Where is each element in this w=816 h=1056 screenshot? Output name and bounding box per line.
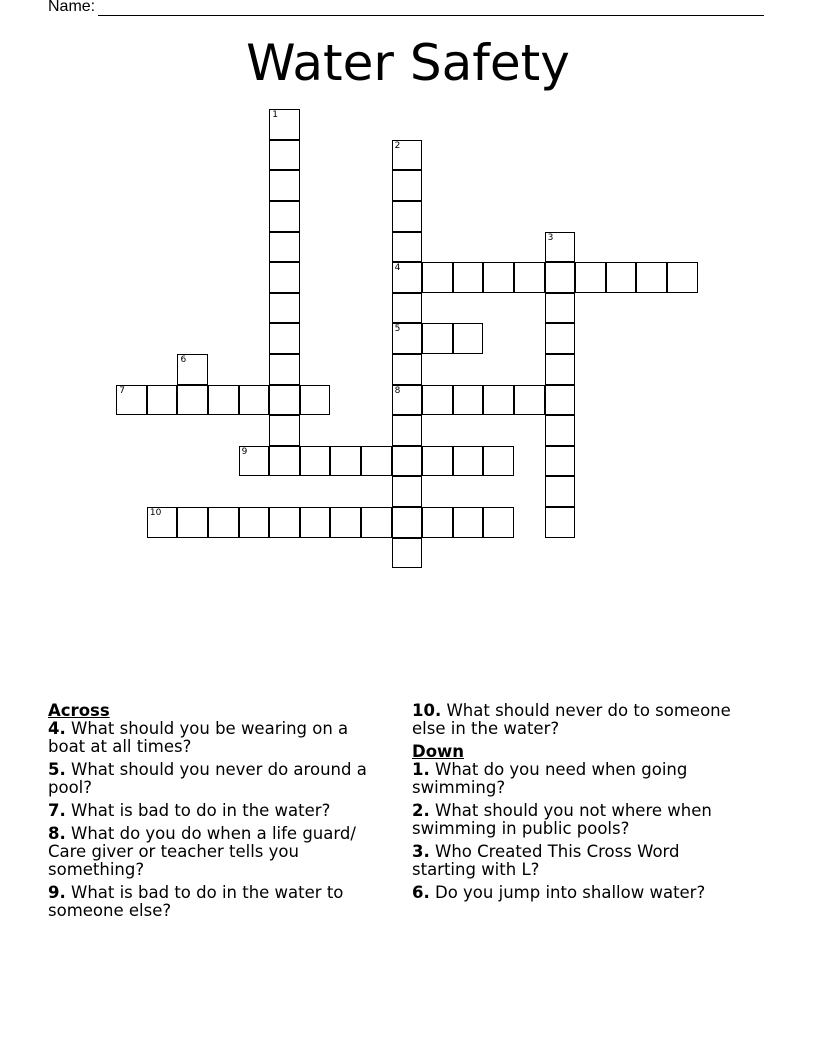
clue-number: 5. — [48, 760, 66, 779]
clue-text: Who Created This Cross Word starting with L? — [412, 842, 680, 879]
grid-cell[interactable] — [177, 354, 208, 385]
grid-cell[interactable] — [269, 415, 300, 446]
grid-cell[interactable] — [453, 446, 484, 477]
grid-cell[interactable] — [483, 385, 514, 416]
clue-item — [412, 761, 742, 797]
grid-cell[interactable] — [545, 415, 576, 446]
grid-cell[interactable] — [330, 446, 361, 477]
grid-cell[interactable] — [483, 507, 514, 538]
grid-cell[interactable] — [239, 385, 270, 416]
clue-number: 1 — [272, 110, 278, 121]
grid-cell[interactable] — [361, 446, 392, 477]
grid-cell[interactable] — [116, 385, 147, 416]
grid-cell[interactable] — [392, 538, 423, 569]
clue-number: 6. — [412, 883, 430, 902]
grid-cell[interactable] — [422, 262, 453, 293]
clue-item — [412, 802, 742, 838]
clue-number: 9. — [48, 883, 66, 902]
grid-cell[interactable] — [392, 323, 423, 354]
grid-cell[interactable] — [269, 201, 300, 232]
grid-cell[interactable] — [269, 446, 300, 477]
clue-number: 2. — [412, 801, 430, 820]
clue-number: 3. — [412, 842, 430, 861]
clues-column-right — [412, 702, 742, 907]
clue-number: 10 — [149, 508, 162, 519]
grid-cell[interactable] — [392, 293, 423, 324]
grid-cell[interactable] — [269, 140, 300, 171]
grid-cell[interactable] — [422, 385, 453, 416]
grid-cell[interactable] — [208, 385, 239, 416]
clues-column-left — [48, 702, 388, 925]
grid-cell[interactable] — [330, 507, 361, 538]
clue-number: 8 — [394, 385, 401, 396]
clue-item — [412, 843, 742, 879]
grid-cell[interactable] — [422, 446, 453, 477]
grid-cell[interactable] — [147, 507, 178, 538]
grid-cell[interactable] — [514, 385, 545, 416]
grid-cell[interactable] — [514, 262, 545, 293]
grid-cell[interactable] — [392, 385, 423, 416]
grid-cell[interactable] — [545, 446, 576, 477]
grid-cell[interactable] — [392, 446, 423, 477]
clue-number: 9 — [241, 446, 248, 457]
grid-cell[interactable] — [269, 262, 300, 293]
page-title: Water Safety — [246, 34, 570, 92]
clue-text: What should you never do around a pool? — [48, 760, 367, 797]
grid-cell[interactable] — [483, 446, 514, 477]
grid-cell[interactable] — [392, 507, 423, 538]
grid-cell[interactable] — [208, 507, 239, 538]
grid-cell[interactable] — [545, 385, 576, 416]
grid-cell[interactable] — [483, 262, 514, 293]
grid-cell[interactable] — [177, 385, 208, 416]
clue-number: 10. — [412, 701, 442, 720]
grid-cell[interactable] — [545, 507, 576, 538]
grid-cell[interactable] — [545, 354, 576, 385]
grid-cell[interactable] — [269, 507, 300, 538]
grid-cell[interactable] — [422, 507, 453, 538]
grid-cell[interactable] — [269, 109, 300, 140]
grid-cell[interactable] — [545, 476, 576, 507]
grid-cell[interactable] — [269, 323, 300, 354]
grid-cell[interactable] — [606, 262, 637, 293]
grid-cell[interactable] — [422, 323, 453, 354]
grid-cell[interactable] — [545, 232, 576, 263]
clue-number: 5 — [394, 324, 401, 335]
grid-cell[interactable] — [392, 232, 423, 263]
clue-text: What do you need when going swimming? — [412, 760, 688, 797]
clue-number: 8. — [48, 824, 66, 843]
grid-cell[interactable] — [239, 446, 270, 477]
clue-text: What do you do when a life guard/ Care giver or teacher tells you something? — [48, 824, 356, 879]
clue-number: 6 — [180, 355, 187, 366]
clue-text: Do you jump into shallow water? — [435, 883, 706, 902]
clue-item — [48, 761, 388, 797]
grid-cell[interactable] — [392, 170, 423, 201]
clue-number: 4. — [48, 719, 66, 738]
clue-item — [48, 720, 388, 756]
clue-item — [48, 884, 388, 920]
grid-cell[interactable] — [453, 507, 484, 538]
clue-text: What is bad to do in the water to someone else? — [48, 883, 344, 920]
clue-text: What should you be wearing on a boat at all times? — [48, 719, 349, 756]
grid-cell[interactable] — [545, 293, 576, 324]
grid-cell[interactable] — [269, 354, 300, 385]
across-heading: Across — [48, 701, 110, 720]
down-heading: Down — [412, 742, 465, 761]
clue-item — [412, 702, 742, 738]
clue-number: 4 — [394, 263, 401, 274]
grid-cell[interactable] — [269, 232, 300, 263]
grid-cell[interactable] — [667, 262, 698, 293]
grid-cell[interactable] — [361, 507, 392, 538]
grid-cell[interactable] — [147, 385, 178, 416]
grid-cell[interactable] — [545, 323, 576, 354]
grid-cell[interactable] — [300, 446, 331, 477]
clue-number: 1. — [412, 760, 430, 779]
grid-cell[interactable] — [269, 293, 300, 324]
clue-text: What is bad to do in the water? — [71, 801, 331, 820]
grid-cell[interactable] — [453, 262, 484, 293]
grid-cell[interactable] — [177, 507, 208, 538]
name-label: Name: — [48, 0, 96, 15]
grid-cell[interactable] — [453, 323, 484, 354]
clue-item — [48, 825, 388, 879]
grid-cell[interactable] — [392, 415, 423, 446]
grid-cell[interactable] — [392, 354, 423, 385]
grid-cell[interactable] — [239, 507, 270, 538]
grid-cell[interactable] — [453, 385, 484, 416]
clue-text: What should never do to someone else in the water? — [412, 701, 731, 738]
grid-cell[interactable] — [300, 507, 331, 538]
grid-cell[interactable] — [392, 201, 423, 232]
grid-cell[interactable] — [300, 385, 331, 416]
grid-cell[interactable] — [545, 262, 576, 293]
grid-cell[interactable] — [269, 385, 300, 416]
clue-number: 2 — [394, 140, 401, 151]
clue-number: 7. — [48, 801, 66, 820]
clue-number: 7 — [119, 385, 125, 396]
grid-cell[interactable] — [269, 170, 300, 201]
grid-cell[interactable] — [636, 262, 667, 293]
grid-cell[interactable] — [392, 262, 423, 293]
grid-cell[interactable] — [575, 262, 606, 293]
clue-text: What should you not where when swimming in public pools? — [412, 801, 712, 838]
clue-item — [412, 884, 742, 902]
clue-number: 3 — [547, 232, 554, 243]
grid-cell[interactable] — [392, 476, 423, 507]
clue-item — [48, 802, 388, 820]
grid-cell[interactable] — [392, 140, 423, 171]
